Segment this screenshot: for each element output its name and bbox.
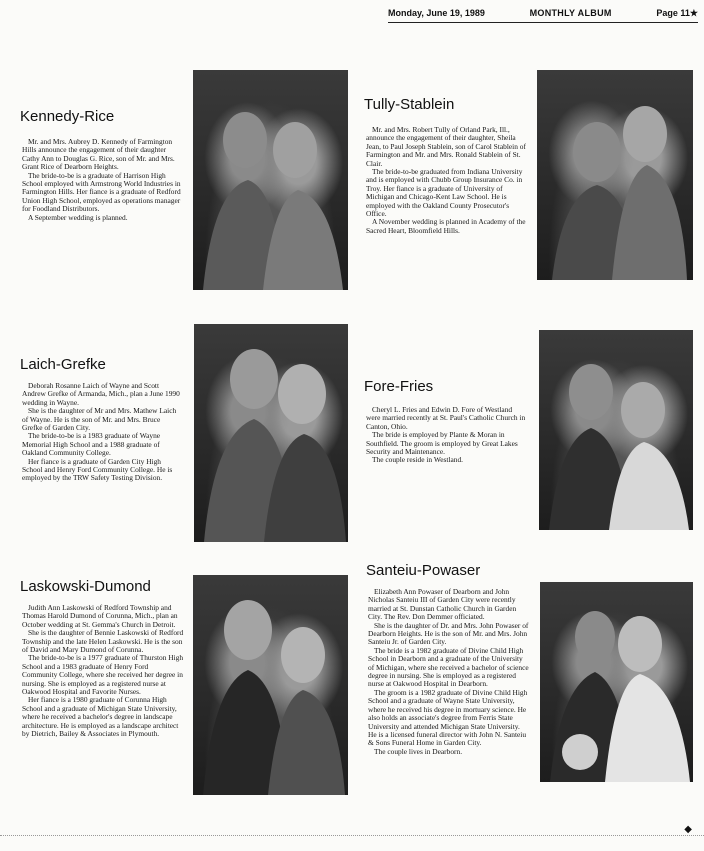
paragraph: Elizabeth Ann Powaser of Dearborn and John Nicholas Santeiu III of Garden City were recently married at St. Dunstan Catholic Church in Garden City. The Rev. Don Demmer officiated. bbox=[368, 587, 517, 622]
couple-photo-graphic bbox=[540, 582, 693, 782]
santeiu-powaser-photo bbox=[540, 582, 693, 782]
paragraph: Deborah Rosanne Laich of Wayne and Scott Andrew Grefke of Armanda, Mich., plan a June 1990 wedding in Wayne. bbox=[22, 381, 180, 407]
couple-photo-graphic bbox=[194, 324, 348, 542]
fore-fries-title: Fore-Fries bbox=[364, 378, 434, 395]
paragraph: The bride-to-be is a 1983 graduate of Wayne Memorial High School and a 1988 graduate of Oakland Community College. bbox=[22, 431, 161, 458]
laskowski-dumond-title: Laskowski-Dumond bbox=[20, 578, 151, 595]
page-header bbox=[388, 6, 698, 20]
paragraph: The bride-to-be graduated from Indiana University and is employed with Chubb Group Insurance Co. in Troy. Her fiance is a graduate of University of Michigan and Chicago-Kent Law School. He is employed with the Oakland County Prosecutor's Office. bbox=[366, 167, 523, 219]
santeiu-powaser-text bbox=[368, 588, 530, 756]
paragraph: Her fiance is a graduate of Garden City High School and Henry Ford Community College. He is employed by the TRW Safety Testing Division. bbox=[22, 456, 173, 483]
header-page-number: Page 11★ bbox=[656, 7, 698, 18]
tully-stablein-text bbox=[366, 126, 526, 235]
couple-photo-graphic bbox=[539, 330, 693, 530]
tully-stablein-photo bbox=[537, 70, 693, 280]
tully-stablein-title: Tully-Stablein bbox=[364, 96, 455, 113]
paragraph: The bride is employed by Plante & Moran in Southfield. The groom is employed by Great Lakes Security and Maintenance. bbox=[366, 430, 518, 457]
paragraph: The groom is a 1982 graduate of Divine Child High School and a graduate of Wayne State University, where he received his degree in mortuary science. He also holds an associate's degree from Ferris State University and attended Michigan State University. He is a licensed funeral director with John N. Santeiu & Sons Funeral Home in Garden City. bbox=[368, 687, 528, 748]
kennedy-rice-title: Kennedy-Rice bbox=[20, 108, 115, 125]
paragraph: Mr. and Mrs. Robert Tully of Orland Park, Ill., announce the engagement of their daughter, Sheila Jean, to Paul Joseph Stablein, son of Carol Stablein of Farmington and Mr. and Mrs. Ronald Stablein of St. Clair. bbox=[366, 125, 526, 168]
header-publication: MONTHLY ALBUM bbox=[529, 8, 612, 18]
header-rule bbox=[388, 22, 698, 23]
paragraph: Her fiance is a 1980 graduate of Corunna High School and a graduate of Michigan State University, where he received a bachelor's degree in landscape architecture. He is employed as a landscape architect by Dietrich, Bailey & Associates in Plymouth. bbox=[22, 695, 179, 739]
paragraph: She is the daughter of Bennie Laskowski of Redford Township and the late Helen Laskowski. He is the son of David and Mary Dumond of Corunna. bbox=[22, 628, 184, 655]
paragraph: Mr. and Mrs. Aubrey D. Kennedy of Farmington Hills announce the engagement of their daughter Cathy Ann to Douglas G. Rice, son of Mr. and Mrs. Grant Rice of Dearborn Heights. bbox=[22, 137, 175, 172]
laskowski-dumond-photo bbox=[193, 575, 348, 795]
couple-photo-graphic bbox=[193, 575, 348, 795]
couple-photo-graphic bbox=[537, 70, 693, 280]
fore-fries-photo bbox=[539, 330, 693, 530]
paragraph: Cheryl L. Fries and Edwin D. Fore of Westland were married recently at St. Paul's Catholic Church in Canton, Ohio. bbox=[366, 405, 526, 431]
paragraph: A September wedding is planned. bbox=[28, 212, 128, 222]
laich-grefke-title: Laich-Grefke bbox=[20, 356, 106, 373]
footer-rule bbox=[0, 835, 704, 837]
paragraph: The bride-to-be is a graduate of Harrison High School employed with Armstrong World Industries in Farmington Hills. Her fiance is a graduate of Redford Union High School, employed as operations manager for Foodland Distributors. bbox=[22, 170, 181, 214]
footer-mark: ◆ bbox=[684, 824, 692, 835]
couple-photo-graphic bbox=[193, 70, 348, 290]
kennedy-rice-text bbox=[22, 138, 182, 222]
laich-grefke-photo bbox=[194, 324, 348, 542]
paragraph: The couple lives in Dearborn. bbox=[374, 746, 463, 756]
santeiu-powaser-title: Santeiu-Powaser bbox=[366, 562, 481, 579]
paragraph: A November wedding is planned in Academy of the Sacred Heart, Bloomfield Hills. bbox=[366, 217, 526, 235]
fore-fries-text bbox=[366, 406, 526, 465]
laich-grefke-text bbox=[22, 382, 182, 483]
header-date: Monday, June 19, 1989 bbox=[388, 8, 485, 18]
kennedy-rice-photo bbox=[193, 70, 348, 290]
paragraph: Judith Ann Laskowski of Redford Township and Thomas Harold Dumond of Corunna, Mich., plan an October wedding at St. Gemma's Church in Detroit. bbox=[22, 603, 178, 629]
paragraph: The bride-to-be is a 1977 graduate of Thurston High School and a 1983 graduate of Henry Ford Community College, where she received her degree in nursing. She is employed as a registered nurse at Oakwood Hospital and Favorite Nurses. bbox=[22, 653, 184, 697]
paragraph: The bride is a 1982 graduate of Divine Child High School in Dearborn and a graduate of the University of Michigan, where she received a bachelor of science degree in nursing. She is employed as a registered nurse at Oakwood Hospital in Dearborn. bbox=[368, 645, 529, 689]
paragraph: She is the daughter of Dr. and Mrs. John Powaser of Dearborn Heights. He is the son of Mr. and Mrs. John Santeiu Jr. of Garden City. bbox=[368, 620, 529, 647]
paragraph: The couple reside in Westland. bbox=[372, 455, 464, 465]
laskowski-dumond-text bbox=[22, 604, 184, 739]
paragraph: She is the daughter of Mr and Mrs. Mathew Laich of Wayne. He is the son of Mr. and Mrs. Bruce Grefke of Garden City. bbox=[22, 406, 177, 433]
